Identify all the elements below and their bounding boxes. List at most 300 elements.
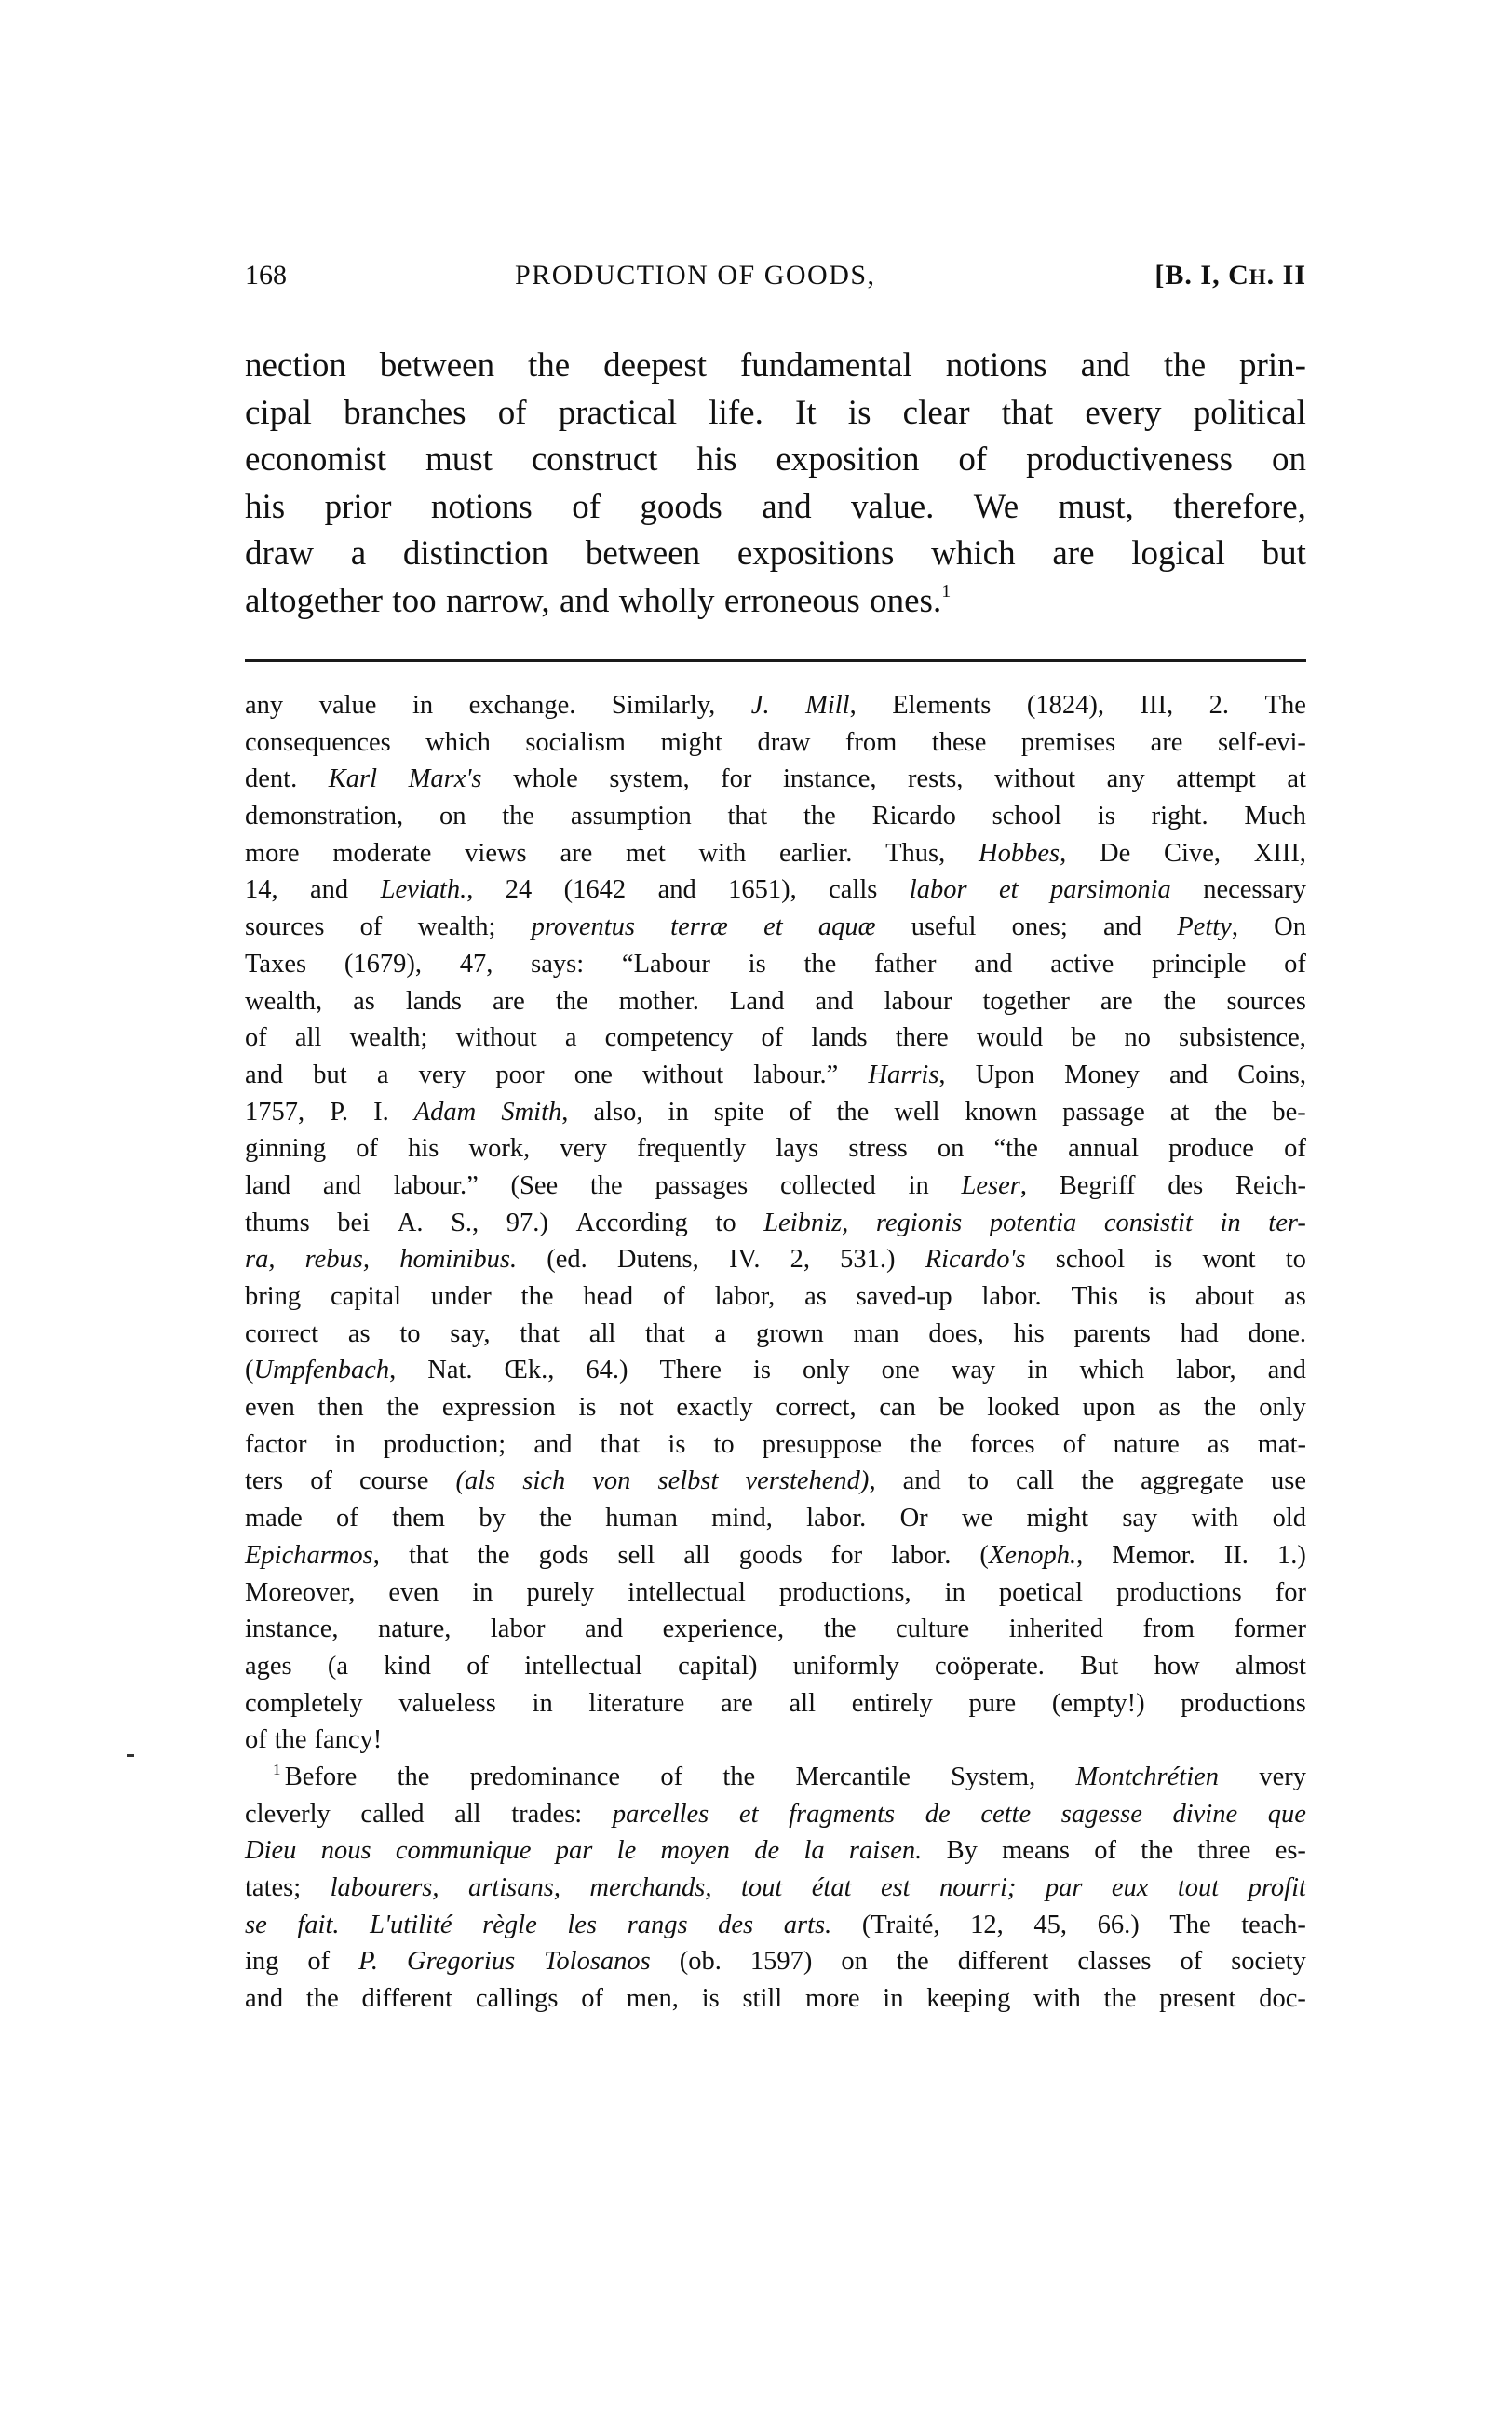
- word: labor.: [981, 1282, 1042, 1311]
- word: and: [762, 487, 812, 526]
- word: fancy!: [314, 1725, 383, 1755]
- word: of: [497, 393, 527, 432]
- word: no: [1124, 1023, 1151, 1053]
- body-line: [245, 484, 1306, 532]
- word: the: [722, 1762, 756, 1791]
- running-header: [245, 257, 1306, 294]
- word: as: [353, 986, 375, 1016]
- word: right.: [1151, 802, 1208, 831]
- word: erroneous: [723, 581, 860, 620]
- word: We: [973, 487, 1019, 526]
- word: value: [318, 691, 377, 720]
- word: about: [1195, 1282, 1255, 1311]
- word: 1651),: [728, 875, 797, 905]
- word: these: [931, 727, 987, 757]
- word: Petty,: [1177, 912, 1238, 942]
- word: instance,: [782, 764, 877, 794]
- word: all: [294, 1023, 322, 1053]
- word: 45,: [1033, 1910, 1067, 1939]
- word: des: [718, 1910, 754, 1939]
- word: the: [896, 1947, 929, 1977]
- word: the: [527, 346, 571, 385]
- word: (1642: [563, 875, 627, 905]
- word: (1824),: [1026, 691, 1104, 720]
- word: looked: [987, 1393, 1060, 1423]
- word: Epicharmos,: [245, 1540, 380, 1570]
- footnote-line: [245, 1020, 1306, 1057]
- word: the: [823, 1614, 857, 1644]
- footnote-line: [245, 798, 1306, 835]
- word: the: [836, 1097, 870, 1127]
- word: construct: [531, 440, 658, 479]
- footnote-continued: [245, 687, 1306, 1759]
- word: exchange.: [468, 691, 576, 720]
- word: socialism: [525, 727, 626, 757]
- footnote-line: [245, 1870, 1306, 1907]
- word: Ricardo's: [925, 1245, 1026, 1275]
- word: 12,: [970, 1910, 1004, 1939]
- word: sagesse: [1060, 1799, 1142, 1829]
- word: intellectual: [524, 1651, 642, 1681]
- word: with: [1191, 1504, 1239, 1533]
- word: la: [803, 1836, 825, 1866]
- word: draw: [245, 534, 314, 573]
- footnote-line: [245, 1648, 1306, 1685]
- word: tout: [740, 1873, 783, 1902]
- word: on: [937, 1134, 965, 1164]
- footnote-line: [245, 1241, 1306, 1278]
- word: system,: [609, 764, 690, 794]
- word: in: [334, 1429, 356, 1459]
- word: et: [738, 1799, 759, 1829]
- word: his: [408, 1134, 439, 1164]
- word: On: [1274, 912, 1306, 942]
- word: and: [584, 1614, 624, 1644]
- word: only: [802, 1356, 850, 1385]
- word: together: [982, 986, 1070, 1016]
- word: There: [659, 1356, 722, 1385]
- word: does,: [928, 1318, 984, 1348]
- word: very: [1259, 1762, 1306, 1791]
- body-line: [245, 531, 1306, 578]
- word: his: [245, 487, 286, 526]
- word: former: [1234, 1614, 1306, 1644]
- word: 2,: [790, 1245, 810, 1275]
- word: labor: [490, 1614, 546, 1644]
- word: presuppose: [762, 1429, 883, 1459]
- word: in: [944, 1577, 965, 1607]
- word: is: [748, 949, 766, 979]
- footnote-line: [245, 1500, 1306, 1537]
- word: of: [245, 1725, 267, 1755]
- word: in: [472, 1577, 493, 1607]
- word: is: [847, 393, 871, 432]
- word: le: [616, 1836, 637, 1866]
- word: of: [663, 1282, 685, 1311]
- word: life.: [709, 393, 763, 432]
- word: (See: [510, 1170, 559, 1200]
- word: in: [1027, 1356, 1048, 1385]
- word: Or: [899, 1504, 928, 1533]
- word: Karl: [328, 764, 378, 794]
- word: parsimonia: [1049, 875, 1171, 905]
- word: nature: [1113, 1429, 1180, 1459]
- word: and: [245, 1060, 284, 1089]
- word: be-: [1272, 1097, 1306, 1127]
- word: fundamental: [739, 346, 912, 385]
- word: Memor.: [1112, 1540, 1195, 1570]
- footnote-line: [245, 1980, 1306, 2018]
- word: prior: [324, 487, 392, 526]
- word: labor,: [1176, 1356, 1236, 1385]
- word: terræ: [670, 912, 728, 942]
- word: to: [399, 1318, 421, 1348]
- word: passages: [655, 1170, 749, 1200]
- main-paragraph: [245, 343, 1306, 625]
- word: any: [245, 691, 284, 720]
- word: inherited: [1008, 1614, 1103, 1644]
- word: thums: [245, 1208, 310, 1237]
- word: a: [350, 534, 367, 573]
- word: to: [1285, 1245, 1306, 1275]
- word: how: [1154, 1651, 1200, 1681]
- word: call: [1016, 1466, 1055, 1496]
- word: under: [430, 1282, 492, 1311]
- word: coöperate.: [935, 1651, 1045, 1681]
- word: Montchrétien: [1075, 1762, 1220, 1791]
- footnote-1: [245, 1759, 1306, 2018]
- word: is: [1097, 802, 1115, 831]
- word: practical: [558, 393, 678, 432]
- word: in: [1220, 1208, 1241, 1237]
- word: is: [668, 1429, 686, 1459]
- word: his: [696, 440, 737, 479]
- footnote-line: [245, 1168, 1306, 1205]
- word: and: [1169, 1060, 1208, 1089]
- word: of: [359, 912, 383, 942]
- word: productions: [1181, 1688, 1306, 1718]
- word: premises: [1020, 727, 1116, 757]
- word: had: [1180, 1318, 1219, 1348]
- word: the: [803, 949, 837, 979]
- word: Gregorius: [407, 1947, 516, 1977]
- word: par: [555, 1836, 593, 1866]
- word: Œk.,: [504, 1356, 555, 1385]
- word: sich: [522, 1466, 566, 1496]
- word: (ob.: [679, 1947, 722, 1977]
- word: the: [803, 802, 836, 831]
- word: sources: [1226, 986, 1306, 1016]
- word: “Labour: [621, 949, 710, 979]
- word: prin-: [1239, 346, 1306, 385]
- word: Begriff: [1059, 1170, 1136, 1200]
- word: human: [605, 1504, 678, 1533]
- word: parents: [1073, 1318, 1151, 1348]
- word: logical: [1131, 534, 1225, 573]
- word: predominance: [469, 1762, 621, 1791]
- word: expositions: [736, 534, 895, 573]
- word: selbst: [657, 1466, 719, 1496]
- word: wholly: [618, 581, 715, 620]
- word: is: [1154, 1245, 1173, 1275]
- word: political: [1193, 393, 1306, 432]
- word: 2.: [1208, 691, 1230, 720]
- footnote-line: [245, 1094, 1306, 1131]
- word: labourers,: [330, 1873, 439, 1902]
- word: of: [958, 440, 988, 479]
- word: that: [727, 802, 768, 831]
- word: expression: [441, 1393, 556, 1423]
- word: land: [245, 1170, 291, 1200]
- word: ones.$^1$: [870, 580, 952, 620]
- word: moderate: [332, 838, 432, 868]
- word: 66.): [1097, 1910, 1140, 1939]
- footnote-line: [245, 687, 1306, 724]
- word: Elements: [892, 691, 992, 720]
- word: eux: [1111, 1873, 1149, 1902]
- word: done.: [1248, 1318, 1306, 1348]
- word: Adam: [413, 1097, 477, 1127]
- footnote-line: [245, 1389, 1306, 1426]
- footnote-line: [245, 946, 1306, 983]
- word: would: [976, 1023, 1044, 1053]
- word: forces: [970, 1429, 1035, 1459]
- word: ra,: [245, 1245, 276, 1275]
- footnotes: [245, 687, 1306, 2018]
- word: instance,: [245, 1614, 339, 1644]
- word: use: [1271, 1466, 1306, 1496]
- word: of: [660, 1762, 683, 1791]
- word: from: [1142, 1614, 1195, 1644]
- footnote-line: [245, 1537, 1306, 1574]
- word: and: [974, 949, 1013, 979]
- word: rangs: [627, 1910, 688, 1939]
- word: called: [360, 1799, 425, 1829]
- word: intellectual: [628, 1577, 746, 1607]
- word: views: [465, 838, 527, 868]
- word: proventus: [531, 912, 635, 942]
- word: to: [713, 1429, 735, 1459]
- word: say,: [450, 1318, 491, 1348]
- word: 24: [505, 875, 533, 905]
- footnote-line: [245, 1057, 1306, 1094]
- word: the: [1141, 1836, 1174, 1866]
- word: all: [789, 1688, 817, 1718]
- word: cleverly: [245, 1799, 331, 1829]
- word: only: [1259, 1393, 1306, 1423]
- word: Cive,: [1164, 838, 1221, 868]
- word: labour.”: [753, 1060, 839, 1089]
- word: factor: [245, 1429, 307, 1459]
- word: are: [721, 1688, 753, 1718]
- footnote-line: [245, 1611, 1306, 1648]
- word: of: [761, 1023, 784, 1053]
- word: more: [804, 1984, 860, 2014]
- word: all: [588, 1318, 616, 1348]
- word: Dieu: [245, 1836, 297, 1866]
- word: attempt: [1176, 764, 1256, 794]
- word: for: [830, 1540, 863, 1570]
- word: society: [1231, 1947, 1306, 1977]
- word: notions: [430, 487, 533, 526]
- word: distinction: [402, 534, 549, 573]
- word: cette: [980, 1799, 1032, 1829]
- word: potentia: [989, 1208, 1077, 1237]
- word: we: [961, 1504, 993, 1533]
- word: ter-: [1268, 1208, 1306, 1237]
- word: therefore,: [1173, 487, 1306, 526]
- word: règle: [482, 1910, 537, 1939]
- word: that: [520, 1318, 560, 1348]
- word: must: [425, 440, 493, 479]
- word: classes: [1077, 1947, 1152, 1977]
- word: is: [752, 1356, 771, 1385]
- word: met: [626, 838, 666, 868]
- word: and: [1080, 346, 1131, 385]
- footnote-line: [245, 1316, 1306, 1353]
- word: the: [1081, 1466, 1114, 1496]
- word: also,: [593, 1097, 643, 1127]
- word: between: [585, 534, 701, 573]
- word: 1.): [1276, 1540, 1306, 1570]
- word: L'utilité: [370, 1910, 452, 1939]
- word: mother.: [618, 986, 699, 1016]
- word: in: [412, 691, 434, 720]
- word: competency: [604, 1023, 734, 1053]
- word: with: [698, 838, 747, 868]
- footnote-reference[interactable]: 1: [941, 580, 952, 601]
- word: stress: [848, 1134, 908, 1164]
- footnote-line: [245, 909, 1306, 946]
- word: 531.): [840, 1245, 896, 1275]
- word: lands: [405, 986, 463, 1016]
- word: of: [307, 1947, 331, 1977]
- word: de: [754, 1836, 780, 1866]
- word: which: [931, 534, 1016, 573]
- footnote-line: [245, 1130, 1306, 1168]
- word: 97.): [506, 1208, 548, 1237]
- word: the: [910, 1429, 942, 1459]
- footnote-line: [245, 1943, 1306, 1980]
- word: production;: [383, 1429, 506, 1459]
- footnote-line: [245, 1907, 1306, 1944]
- word: It: [795, 393, 817, 432]
- word: merchands,: [589, 1873, 712, 1902]
- word: labour.”: [393, 1170, 479, 1200]
- word: man: [853, 1318, 899, 1348]
- word: altogether: [245, 581, 383, 620]
- word: Marx's: [408, 764, 482, 794]
- word: different: [361, 1984, 453, 2014]
- word: made: [245, 1504, 303, 1533]
- word: fragments: [789, 1799, 896, 1829]
- word: as: [804, 1282, 827, 1311]
- word: hominibus.: [399, 1245, 518, 1275]
- word: then: [317, 1393, 364, 1423]
- word: ones;: [1011, 912, 1068, 942]
- footnote-line: [245, 1205, 1306, 1242]
- word: lays: [776, 1134, 819, 1164]
- footnote-marker: 1: [273, 1760, 285, 1778]
- word: mind,: [711, 1504, 773, 1533]
- word: et: [998, 875, 1019, 905]
- word: productions: [1116, 1577, 1242, 1607]
- word: in: [883, 1984, 904, 2014]
- word: grown: [755, 1318, 824, 1348]
- word: assumption: [570, 802, 692, 831]
- word: the: [1214, 1097, 1248, 1127]
- section-prefix: [B. I, C: [1154, 260, 1249, 290]
- footnote-line: [245, 1463, 1306, 1500]
- word: in: [668, 1097, 689, 1127]
- word: that: [1001, 393, 1054, 432]
- word: are: [1150, 727, 1183, 757]
- word: even: [245, 1393, 295, 1423]
- word: without: [642, 1060, 724, 1089]
- word: ters: [245, 1466, 284, 1496]
- word: nection: [245, 346, 346, 385]
- word: deepest: [603, 346, 708, 385]
- word: arts.: [783, 1910, 832, 1939]
- footnote-line: [245, 724, 1306, 762]
- word: uniformly: [792, 1651, 899, 1681]
- word: is: [701, 1984, 720, 2014]
- word: which: [425, 727, 491, 757]
- word: the: [1163, 346, 1207, 385]
- word: be: [938, 1393, 965, 1423]
- word: narrow,: [445, 581, 550, 620]
- word: par: [1045, 1873, 1083, 1902]
- word: callings: [475, 1984, 559, 2014]
- word: one: [881, 1356, 920, 1385]
- word: Taxes: [245, 949, 307, 979]
- word: a: [376, 1060, 389, 1089]
- word: and: [1102, 912, 1142, 942]
- word: Money: [1064, 1060, 1140, 1089]
- word: the: [1103, 1984, 1137, 2014]
- word: and: [245, 1984, 284, 2014]
- word: and: [533, 1429, 573, 1459]
- word: aquæ: [817, 912, 876, 942]
- word: exposition: [776, 440, 920, 479]
- word: keeping: [926, 1984, 1011, 2014]
- word: The: [1264, 691, 1306, 720]
- word: nourri;: [939, 1873, 1017, 1902]
- word: to: [967, 1466, 990, 1496]
- word: Smith,: [501, 1097, 569, 1127]
- word: ing: [245, 1947, 279, 1977]
- word: Dutens,: [616, 1245, 699, 1275]
- word: (empty!): [1051, 1688, 1145, 1718]
- word: active: [1050, 949, 1114, 979]
- word: three: [1197, 1836, 1251, 1866]
- word: consistit: [1103, 1208, 1193, 1237]
- word: frequently: [637, 1134, 747, 1164]
- word: of: [245, 1023, 267, 1053]
- word: and: [322, 1170, 361, 1200]
- word: bei: [337, 1208, 371, 1237]
- word: wealth;: [349, 1023, 428, 1053]
- word: men,: [626, 1984, 679, 2014]
- word: goods: [640, 487, 722, 526]
- word: se: [245, 1910, 267, 1939]
- word: can: [879, 1393, 916, 1423]
- word: the: [305, 1984, 339, 2014]
- word: at: [1287, 764, 1306, 794]
- word: earlier.: [779, 838, 853, 868]
- body-line: [245, 437, 1306, 484]
- running-title: PRODUCTION OF GOODS,: [515, 260, 876, 290]
